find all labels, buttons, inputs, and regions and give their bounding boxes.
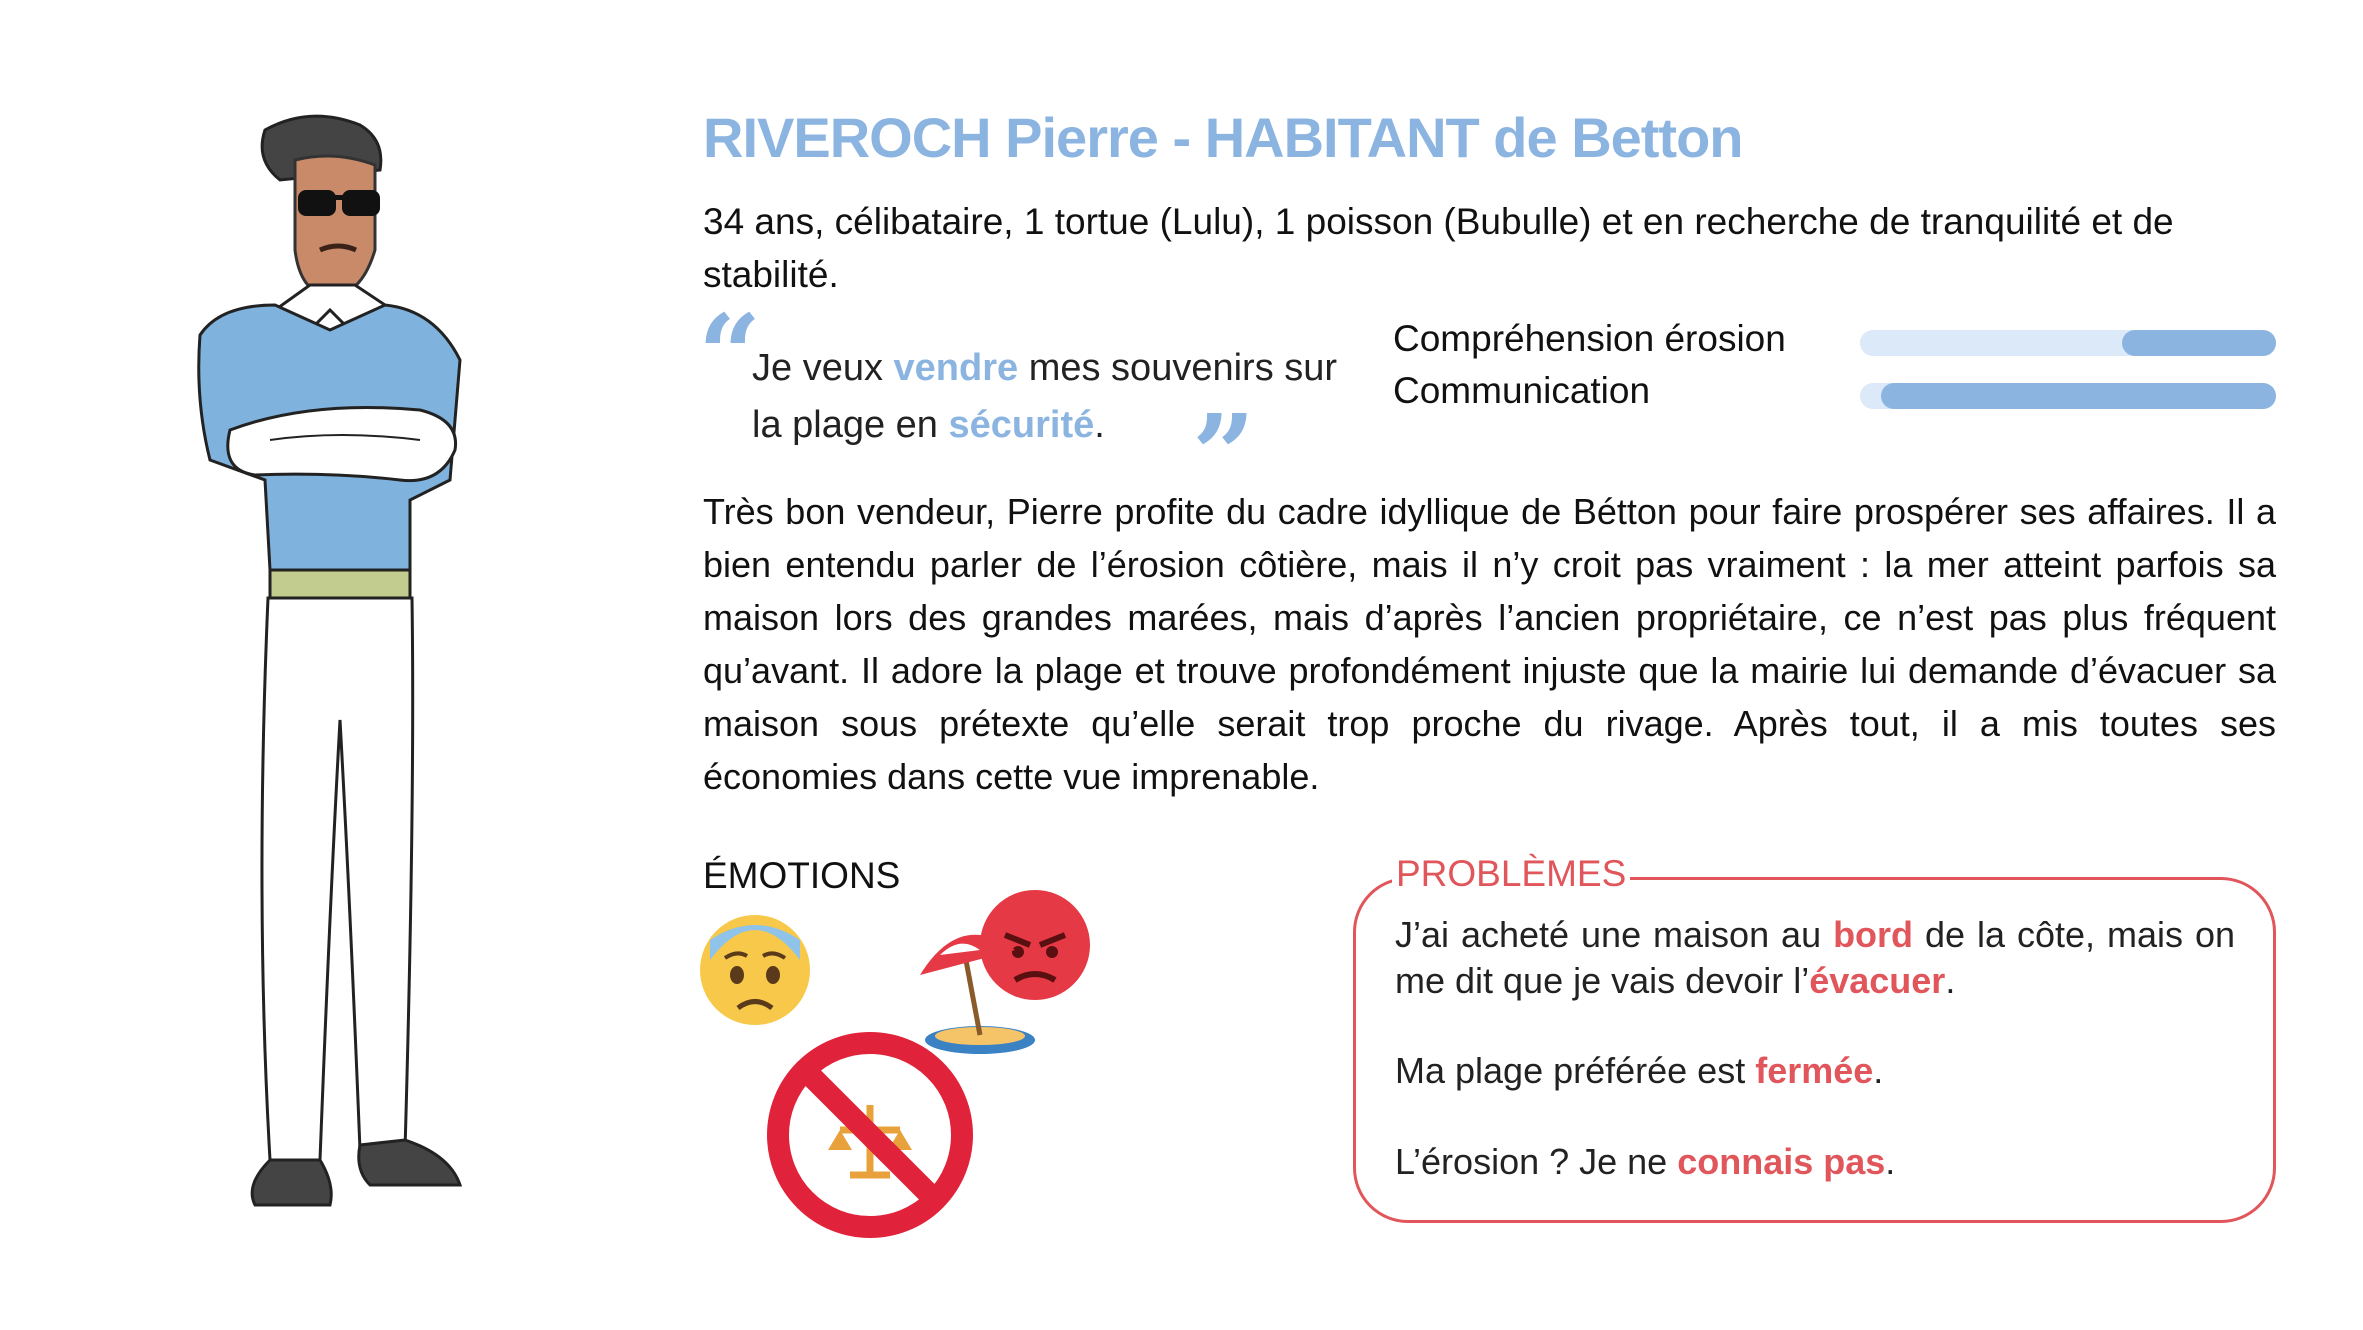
emotions-icons <box>690 880 1120 1240</box>
open-quote-icon: “ <box>698 290 762 419</box>
problem-highlight: bord <box>1833 914 1914 955</box>
problem-text: J’ai acheté une maison au <box>1395 914 1834 955</box>
problem-item <box>1395 912 2235 1004</box>
right-shoe <box>359 1140 460 1185</box>
problem-highlight: connais pas <box>1677 1141 1886 1182</box>
quote-text-1: Je veux <box>752 347 894 389</box>
quote-highlight-vendre: vendre <box>893 347 1019 389</box>
close-quote-icon: ” <box>1192 390 1256 519</box>
skill-label-communication: Communication <box>1393 370 1651 411</box>
problem-text: L’érosion ? Je ne <box>1395 1141 1678 1182</box>
skill-bar-fill <box>1881 383 2276 409</box>
emotions-title: ÉMOTIONS <box>703 855 901 896</box>
problem-item <box>1395 1048 2235 1094</box>
persona-quote <box>752 340 1352 454</box>
pants <box>262 598 413 1160</box>
problem-text: de la côte, mais on me dit que je vais devoir l’ <box>1395 914 2235 1001</box>
face <box>295 156 375 295</box>
crossed-arms <box>228 408 456 481</box>
problem-text: . <box>1873 1050 1884 1091</box>
problem-text: Ma plage préférée est <box>1395 1050 1756 1091</box>
skill-bar-communication <box>1860 383 2276 409</box>
problem-text: . <box>1945 960 1956 1001</box>
problem-item <box>1395 1139 2235 1185</box>
left-shoe <box>252 1160 331 1205</box>
problem-highlight: fermée <box>1755 1050 1874 1091</box>
persona-illustration <box>160 100 540 1240</box>
persona-description: Très bon vendeur, Pierre profite du cadre idyllique de Bétton pour faire prospérer ses affaires. Il a bien entendu parler de l’érosion côtière, mais il n’y croit pas vraiment : la mer atteint parfois sa maison lors des grandes marées, mais d’après l’ancien propriétaire, ce n’est pas plus fréquent qu’avant. Il adore la plage et trouve profondément injuste que la mairie lui demande d’évacuer sa maison sous prétexte qu’elle serait trop proche du rivage. Après tout, il a mis toutes ses économies dans cette vue imprenable. <box>703 491 2276 797</box>
worried-face-icon <box>700 915 810 1025</box>
belt <box>270 570 410 598</box>
skill-label-erosion: Compréhension érosion <box>1393 318 1786 359</box>
persona-summary: 34 ans, célibataire, 1 tortue (Lulu), 1 poisson (Bubulle) et en recherche de tranquilité et de stabilité. <box>703 201 2174 295</box>
quote-highlight-securite: sécurité <box>948 404 1095 446</box>
page-title: RIVEROCH Pierre - HABITANT de Betton <box>703 106 1743 169</box>
problems-title: PROBLÈMES <box>1392 853 1630 895</box>
quote-text-2: mes souvenirs sur la plage en <box>752 347 1338 446</box>
problem-text: . <box>1885 1141 1896 1182</box>
quote-text-3: . <box>1094 404 1105 446</box>
problem-highlight: évacuer <box>1809 960 1946 1001</box>
skill-bar-erosion <box>1860 330 2276 356</box>
skill-bar-fill <box>2122 330 2276 356</box>
no-justice-scale-icon <box>778 1043 962 1227</box>
